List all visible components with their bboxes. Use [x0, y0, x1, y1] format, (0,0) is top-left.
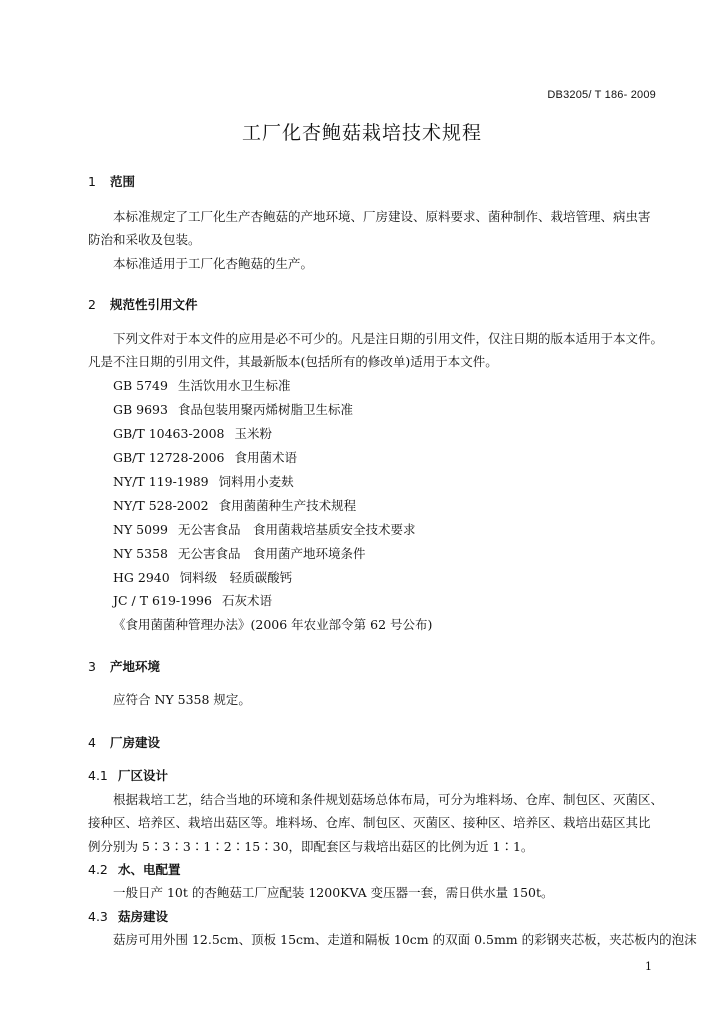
reference-item — [113, 400, 353, 418]
subsection-title: 水、电配置 — [118, 862, 181, 877]
subsection-number: 4.2 — [88, 862, 108, 877]
subsection-number: 4.3 — [88, 909, 108, 924]
section-title: 厂房建设 — [110, 735, 161, 750]
document-number: DB3205/ T 186- 2009 — [547, 89, 656, 101]
subsection-title: 菇房建设 — [118, 909, 169, 924]
reference-name: 饲料级 轻质碳酸钙 — [179, 570, 293, 585]
section-1-heading — [88, 172, 135, 190]
section-number: 2 — [88, 297, 96, 312]
reference-code: GB 5749 — [113, 378, 168, 393]
reference-code: HG 2940 — [113, 570, 170, 585]
paragraph-line: 本标准适用于工厂化杏鲍菇的生产。 — [113, 256, 314, 271]
reference-name: 石灰术语 — [221, 593, 272, 608]
section-3-heading — [88, 657, 160, 675]
reference-name: 饲料用小麦麸 — [218, 474, 294, 489]
paragraph-line: 菇房可用外围 12.5cm、顶板 15cm、走道和隔板 10cm 的双面 0.5mm 的彩钢夹芯板，夹芯板内的泡沫 — [113, 932, 697, 947]
reference-name: 食用菌菌种生产技术规程 — [218, 498, 357, 513]
section-number: 1 — [88, 174, 96, 189]
section-number: 4 — [88, 735, 96, 750]
reference-item: 《食用菌菌种管理办法》(2006 年农业部令第 62 号公布) — [113, 617, 433, 632]
reference-name: 生活饮用水卫生标准 — [177, 378, 291, 393]
reference-item — [113, 544, 366, 562]
reference-name: 无公害食品 食用菌产地环境条件 — [177, 546, 366, 561]
reference-name: 玉米粉 — [234, 426, 273, 441]
subsection-4-3-heading — [88, 907, 168, 925]
paragraph-line: 接种区、培养区、栽培出菇区等。堆料场、仓库、制包区、灭菌区、接种区、培养区、栽培出菇区其比 — [88, 815, 651, 830]
reference-code: GB/T 10463-2008 — [113, 426, 225, 441]
reference-name: 无公害食品 食用菌栽培基质安全技术要求 — [177, 522, 416, 537]
reference-code: NY/T 528-2002 — [113, 498, 209, 513]
paragraph-line: 本标准规定了工厂化生产杏鲍菇的产地环境、厂房建设、原料要求、菌种制作、栽培管理、病虫害 — [113, 209, 651, 224]
reference-code: GB/T 12728-2006 — [113, 450, 225, 465]
reference-code: NY 5099 — [113, 522, 168, 537]
paragraph-line: 防治和采收及包装。 — [88, 232, 201, 247]
section-4-heading — [88, 733, 160, 751]
reference-name: 食用菌术语 — [234, 450, 298, 465]
reference-item — [113, 376, 290, 394]
section-2-heading — [88, 295, 198, 313]
reference-item — [113, 568, 292, 586]
section-title: 产地环境 — [110, 659, 161, 674]
paragraph-line: 应符合 NY 5358 规定。 — [113, 692, 251, 707]
paragraph-line: 根据栽培工艺，结合当地的环境和条件规划菇场总体布局，可分为堆料场、仓库、制包区、灭菌区、 — [113, 792, 664, 807]
paragraph-line: 下列文件对于本文件的应用是必不可少的。凡是注日期的引用文件，仅注日期的版本适用于本文件。 — [113, 331, 664, 346]
paragraph-line: 凡是不注日期的引用文件，其最新版本(包括所有的修改单)适用于本文件。 — [88, 354, 498, 369]
reference-item — [113, 520, 416, 538]
reference-code: GB 9693 — [113, 402, 168, 417]
section-number: 3 — [88, 659, 96, 674]
reference-code: JC / T 619-1996 — [113, 593, 212, 608]
reference-item — [113, 448, 297, 466]
page-number: 1 — [645, 960, 652, 973]
subsection-4-2-heading — [88, 860, 181, 878]
paragraph-line: 例分别为 5∶3∶3∶1∶2∶15∶30，即配套区与栽培出菇区的比例为近 1∶1。 — [88, 839, 534, 854]
reference-code: NY 5358 — [113, 546, 168, 561]
reference-name: 食品包装用聚丙烯树脂卫生标准 — [177, 402, 353, 417]
reference-code: NY/T 119-1989 — [113, 474, 209, 489]
reference-item — [113, 496, 356, 514]
reference-item — [113, 472, 294, 490]
subsection-4-1-heading — [88, 766, 168, 784]
subsection-number: 4.1 — [88, 768, 108, 783]
paragraph-line: 一般日产 10t 的杏鲍菇工厂应配装 1200KVA 变压器一套，需日供水量 150t。 — [113, 885, 554, 900]
page-title: 工厂化杏鲍菇栽培技术规程 — [241, 122, 482, 144]
section-title: 规范性引用文件 — [110, 297, 198, 312]
subsection-title: 厂区设计 — [118, 768, 169, 783]
section-title: 范围 — [110, 174, 136, 189]
reference-item — [113, 424, 272, 442]
reference-item — [113, 591, 272, 609]
